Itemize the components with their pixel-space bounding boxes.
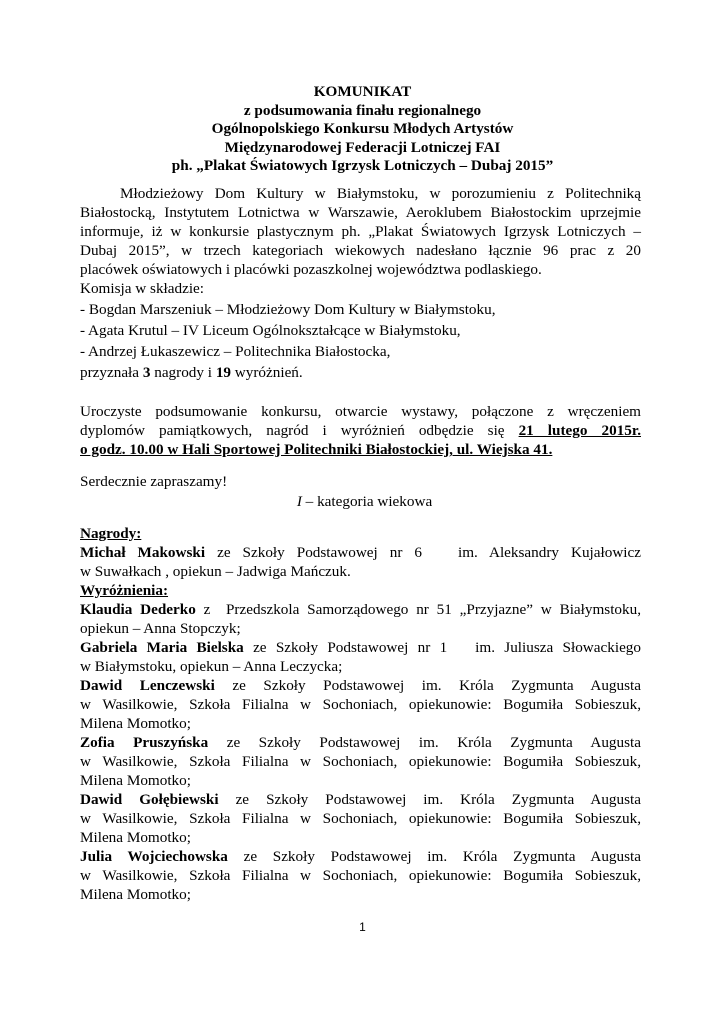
distinction-6-line-3: Milena Momotko; bbox=[80, 886, 191, 903]
verdict-distinctions-count: 19 bbox=[215, 364, 231, 381]
ceremony-line-2 bbox=[80, 421, 641, 440]
distinctions-heading: Wyróżnienia: bbox=[80, 582, 169, 599]
distinction-6-line-2: w Wasilkowie, Szkoła Filialna w Sochoniach, opiekunowie: Bogumiła Sobieszuk, bbox=[80, 867, 641, 884]
distinction-2-name: Gabriela Maria Bielska bbox=[80, 639, 244, 656]
commission-label: Komisja w składzie: bbox=[80, 280, 205, 297]
awards-section bbox=[80, 524, 641, 904]
ceremony-date: 21 lutego 2015r. bbox=[518, 422, 641, 439]
invitation: Serdecznie zapraszamy! bbox=[80, 473, 228, 490]
commission-member-3: - Andrzej Łukaszewicz – Politechnika Białostocka, bbox=[80, 343, 391, 360]
category-text: – kategoria wiekowa bbox=[301, 493, 433, 510]
distinction-4-name: Zofia Pruszyńska bbox=[80, 734, 209, 751]
distinction-1-name: Klaudia Dederko bbox=[80, 601, 196, 618]
distinction-5 bbox=[80, 790, 641, 809]
prize-1-line-2: w Suwałkach , opiekun – Jadwiga Mańczuk. bbox=[80, 563, 351, 580]
distinction-4-line-3: Milena Momotko; bbox=[80, 772, 191, 789]
distinction-3 bbox=[80, 676, 641, 695]
intro-section bbox=[80, 184, 641, 382]
header-line-4: Międzynarodowej Federacji Lotniczej FAI bbox=[224, 138, 501, 156]
ceremony-line-2-text: dyplomów pamiątkowych, nagród i wyróżnień odbędzie się bbox=[80, 422, 519, 439]
intro-line-2: Białostocką, Instytutem Lotnictwa w Warszawie, Aeroklubem Białostockim uprzejmie bbox=[80, 204, 641, 221]
distinction-3-name: Dawid Lenczewski bbox=[80, 677, 215, 694]
distinction-2-line-2: w Białymstoku, opiekun – Anna Leczycka; bbox=[80, 658, 343, 675]
intro-line-1: Młodzieżowy Dom Kultury w Białymstoku, w porozumieniu z Politechniką bbox=[120, 185, 641, 202]
distinction-4-school: ze Szkoły Podstawowej im. Króla Zygmunta Augusta bbox=[208, 734, 641, 751]
header-line-2: z podsumowania finału regionalnego bbox=[243, 101, 482, 119]
ceremony-line-1: Uroczyste podsumowanie konkursu, otwarcie wystawy, połączone z wręczeniem bbox=[80, 403, 641, 420]
intro-line-4: Dubaj 2015”, w trzech kategoriach wiekowych nadesłano łącznie 96 prac z 20 bbox=[80, 242, 641, 259]
ceremony-time-place: o godz. 10.00 w Hali Sportowej Politechniki Białostockiej, ul. Wiejska 41. bbox=[80, 441, 553, 458]
verdict-mid: nagrody i bbox=[150, 364, 216, 381]
distinction-5-name: Dawid Gołębiewski bbox=[80, 791, 219, 808]
distinction-4-line-2: w Wasilkowie, Szkoła Filialna w Sochoniach, opiekunowie: Bogumiła Sobieszuk, bbox=[80, 753, 641, 770]
distinction-6-name: Julia Wojciechowska bbox=[80, 848, 228, 865]
distinction-2-school: ze Szkoły Podstawowej nr 1 im. Juliusza Słowackiego bbox=[243, 639, 641, 656]
prize-1 bbox=[80, 543, 641, 562]
header-line-3: Ogólnopolskiego Konkursu Młodych Artystów bbox=[211, 120, 514, 138]
distinction-3-line-3: Milena Momotko; bbox=[80, 715, 191, 732]
distinction-5-line-3: Milena Momotko; bbox=[80, 829, 191, 846]
prize-1-school: ze Szkoły Podstawowej nr 6 im. Aleksandry Kujałowicz bbox=[205, 544, 641, 561]
distinction-1-line-2: opiekun – Anna Stopczyk; bbox=[80, 620, 241, 637]
ceremony-section bbox=[80, 402, 641, 459]
prizes-heading: Nagrody: bbox=[80, 525, 142, 542]
verdict-pre: przyznała bbox=[80, 364, 143, 381]
distinction-6-school: ze Szkoły Podstawowej im. Króla Zygmunta Augusta bbox=[227, 848, 641, 865]
distinction-4 bbox=[80, 733, 641, 752]
category-heading bbox=[80, 492, 641, 511]
commission-member-2: - Agata Krutul – IV Liceum Ogólnokształcące w Białymstoku, bbox=[80, 322, 461, 339]
distinction-5-line-2: w Wasilkowie, Szkoła Filialna w Sochoniach, opiekunowie: Bogumiła Sobieszuk, bbox=[80, 810, 641, 827]
verdict bbox=[80, 363, 641, 382]
distinction-1 bbox=[80, 600, 641, 619]
document-header bbox=[60, 83, 665, 176]
distinction-3-line-2: w Wasilkowie, Szkoła Filialna w Sochoniach, opiekunowie: Bogumiła Sobieszuk, bbox=[80, 696, 641, 713]
intro-line-3: informuje, iż w konkursie plastycznym ph. „Plakat Światowych Igrzysk Lotniczych – bbox=[80, 223, 641, 240]
header-title: KOMUNIKAT bbox=[313, 83, 412, 100]
distinction-5-school: ze Szkoły Podstawowej im. Króla Zygmunta Augusta bbox=[218, 791, 641, 808]
distinction-3-school: ze Szkoły Podstawowej im. Króla Zygmunta Augusta bbox=[214, 677, 641, 694]
distinction-2 bbox=[80, 638, 641, 657]
page-number: 1 bbox=[359, 920, 366, 934]
prize-1-name: Michał Makowski bbox=[80, 544, 206, 561]
intro-line-5: placówek oświatowych i placówki pozaszkolnej województwa podlaskiego. bbox=[80, 261, 542, 278]
verdict-prizes-count: 3 bbox=[142, 364, 151, 381]
distinction-1-school: z Przedszkola Samorządowego nr 51 „Przyjazne” w Białymstoku, bbox=[195, 601, 641, 618]
commission-member-1: - Bogdan Marszeniuk – Młodzieżowy Dom Kultury w Białymstoku, bbox=[80, 301, 496, 318]
verdict-post: wyróżnień. bbox=[231, 364, 303, 381]
header-line-5: ph. „Plakat Światowych Igrzysk Lotniczych – Dubaj 2015” bbox=[171, 157, 554, 175]
category-numeral: I bbox=[296, 493, 302, 510]
distinction-6 bbox=[80, 847, 641, 866]
